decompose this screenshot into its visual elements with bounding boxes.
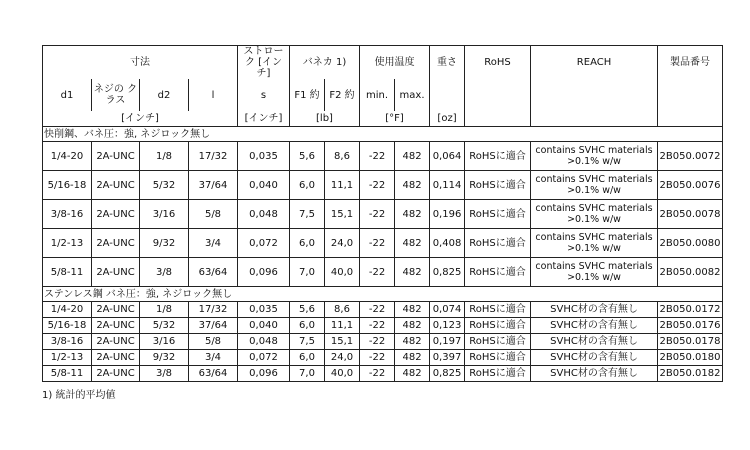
- table-row: [43, 350, 723, 366]
- table-cell: 11,1: [325, 318, 360, 334]
- table-cell: 0,064: [430, 142, 465, 171]
- table-cell: 2A-UNC: [92, 318, 140, 334]
- table-cell: 0,196: [430, 200, 465, 229]
- table-cell: 482: [395, 334, 430, 350]
- table-cell: 2A-UNC: [92, 142, 140, 171]
- table-cell: RoHSに適合: [465, 171, 531, 200]
- table-cell: -22: [360, 302, 395, 318]
- table-cell: 0,397: [430, 350, 465, 366]
- table-row: [43, 171, 723, 200]
- header-row-2: [43, 79, 723, 111]
- table-cell: 2B050.0080: [658, 229, 723, 258]
- unit-inch-stroke: [インチ]: [238, 111, 290, 127]
- min-header: min.: [360, 79, 395, 111]
- table-cell: 5/16-18: [43, 171, 92, 200]
- table-cell: 7,5: [290, 334, 325, 350]
- spec-table-container: [42, 45, 722, 401]
- table-cell: RoHSに適合: [465, 366, 531, 382]
- table-cell: SVHC材の含有無し: [531, 366, 658, 382]
- table-cell: 37/64: [189, 318, 238, 334]
- table-cell: 24,0: [325, 350, 360, 366]
- header-row-1: [43, 46, 723, 80]
- table-cell: SVHC材の含有無し: [531, 302, 658, 318]
- table-cell: 0,035: [238, 302, 290, 318]
- table-cell: 0,040: [238, 318, 290, 334]
- group-title: ステンレス鋼 バネ圧：強, ネジロック無し: [43, 287, 723, 302]
- table-cell: 3/4: [189, 229, 238, 258]
- table-cell: contains SVHC materials >0.1% w/w: [531, 200, 658, 229]
- table-cell: 9/32: [140, 229, 189, 258]
- table-cell: -22: [360, 200, 395, 229]
- table-cell: 40,0: [325, 366, 360, 382]
- table-cell: 0,074: [430, 302, 465, 318]
- table-cell: 2A-UNC: [92, 302, 140, 318]
- part-header-blank: [658, 79, 723, 111]
- table-cell: 2B050.0072: [658, 142, 723, 171]
- table-row: [43, 258, 723, 287]
- spring-force-header: バネカ 1): [290, 46, 360, 80]
- table-row: [43, 142, 723, 171]
- thread-class-header: ネジの クラス: [92, 79, 140, 111]
- table-cell: 11,1: [325, 171, 360, 200]
- f1-header: F1 約: [290, 79, 325, 111]
- table-cell: SVHC材の含有無し: [531, 334, 658, 350]
- table-cell: 3/16: [140, 200, 189, 229]
- table-cell: 2B050.0176: [658, 318, 723, 334]
- table-cell: RoHSに適合: [465, 318, 531, 334]
- table-cell: 5/16-18: [43, 318, 92, 334]
- table-cell: 40,0: [325, 258, 360, 287]
- table-cell: 17/32: [189, 142, 238, 171]
- table-row: [43, 302, 723, 318]
- table-cell: 1/8: [140, 302, 189, 318]
- table-cell: 0,072: [238, 229, 290, 258]
- table-cell: RoHSに適合: [465, 302, 531, 318]
- table-cell: 2A-UNC: [92, 366, 140, 382]
- table-cell: 482: [395, 366, 430, 382]
- table-cell: 15,1: [325, 334, 360, 350]
- table-cell: contains SVHC materials >0.1% w/w: [531, 258, 658, 287]
- table-cell: contains SVHC materials >0.1% w/w: [531, 171, 658, 200]
- table-cell: 5/8-11: [43, 258, 92, 287]
- table-cell: 0,197: [430, 334, 465, 350]
- table-cell: 6,0: [290, 229, 325, 258]
- table-cell: 5/32: [140, 171, 189, 200]
- table-cell: 5/8: [189, 334, 238, 350]
- table-cell: 482: [395, 229, 430, 258]
- table-cell: 0,408: [430, 229, 465, 258]
- table-cell: RoHSに適合: [465, 258, 531, 287]
- table-cell: -22: [360, 258, 395, 287]
- table-cell: -22: [360, 171, 395, 200]
- table-cell: SVHC材の含有無し: [531, 318, 658, 334]
- table-cell: 2B050.0078: [658, 200, 723, 229]
- table-cell: 2A-UNC: [92, 350, 140, 366]
- unit-fahrenheit: [°F]: [360, 111, 430, 127]
- table-cell: 5/8: [189, 200, 238, 229]
- table-cell: 1/2-13: [43, 350, 92, 366]
- weight-header: 重さ: [430, 46, 465, 80]
- part-number-header: 製品番号: [658, 46, 723, 80]
- table-cell: -22: [360, 334, 395, 350]
- table-cell: 0,123: [430, 318, 465, 334]
- table-cell: -22: [360, 366, 395, 382]
- unit-blank-reach: [531, 111, 658, 127]
- table-cell: 2A-UNC: [92, 229, 140, 258]
- table-row: [43, 334, 723, 350]
- table-cell: 0,096: [238, 258, 290, 287]
- table-cell: 482: [395, 318, 430, 334]
- table-cell: 2A-UNC: [92, 171, 140, 200]
- table-cell: RoHSに適合: [465, 142, 531, 171]
- table-cell: RoHSに適合: [465, 350, 531, 366]
- table-cell: 0,825: [430, 258, 465, 287]
- table-cell: 7,0: [290, 258, 325, 287]
- group-title-row: [43, 127, 723, 142]
- table-cell: 1/4-20: [43, 302, 92, 318]
- table-cell: -22: [360, 142, 395, 171]
- table-cell: 0,048: [238, 200, 290, 229]
- table-cell: 2B050.0178: [658, 334, 723, 350]
- l-header: l: [189, 79, 238, 111]
- table-cell: 8,6: [325, 142, 360, 171]
- table-cell: 2A-UNC: [92, 258, 140, 287]
- table-row: [43, 366, 723, 382]
- reach-header: REACH: [531, 46, 658, 80]
- table-cell: 3/8: [140, 366, 189, 382]
- table-cell: 37/64: [189, 171, 238, 200]
- unit-blank-rohs: [465, 111, 531, 127]
- table-cell: 0,035: [238, 142, 290, 171]
- table-row: [43, 200, 723, 229]
- table-cell: 1/2-13: [43, 229, 92, 258]
- table-cell: 2B050.0180: [658, 350, 723, 366]
- header-row-units: [43, 111, 723, 127]
- table-cell: -22: [360, 350, 395, 366]
- table-body: [43, 46, 723, 382]
- table-cell: 3/16: [140, 334, 189, 350]
- table-cell: 7,5: [290, 200, 325, 229]
- table-cell: 2B050.0182: [658, 366, 723, 382]
- unit-inch: [インチ]: [43, 111, 238, 127]
- unit-oz: [oz]: [430, 111, 465, 127]
- table-cell: 6,0: [290, 350, 325, 366]
- dimensions-header: 寸法: [43, 46, 238, 80]
- table-cell: RoHSに適合: [465, 229, 531, 258]
- table-cell: 24,0: [325, 229, 360, 258]
- table-cell: 482: [395, 171, 430, 200]
- table-cell: 0,096: [238, 366, 290, 382]
- table-cell: -22: [360, 229, 395, 258]
- table-cell: 482: [395, 258, 430, 287]
- table-cell: 3/8-16: [43, 334, 92, 350]
- table-cell: 6,0: [290, 318, 325, 334]
- table-cell: RoHSに適合: [465, 200, 531, 229]
- table-row: [43, 318, 723, 334]
- table-cell: 5,6: [290, 142, 325, 171]
- table-cell: 8,6: [325, 302, 360, 318]
- table-cell: 7,0: [290, 366, 325, 382]
- table-cell: RoHSに適合: [465, 334, 531, 350]
- table-cell: 0,048: [238, 334, 290, 350]
- spec-table: [42, 45, 723, 382]
- table-cell: 6,0: [290, 171, 325, 200]
- max-header: max.: [395, 79, 430, 111]
- table-cell: 2A-UNC: [92, 334, 140, 350]
- stroke-header: ストローク [インチ]: [238, 46, 290, 80]
- table-cell: contains SVHC materials >0.1% w/w: [531, 229, 658, 258]
- table-cell: 3/8: [140, 258, 189, 287]
- table-cell: 1/8: [140, 142, 189, 171]
- reach-header-blank: [531, 79, 658, 111]
- table-cell: 0,072: [238, 350, 290, 366]
- table-cell: 17/32: [189, 302, 238, 318]
- table-cell: 0,825: [430, 366, 465, 382]
- unit-lb: [lb]: [290, 111, 360, 127]
- unit-blank-part: [658, 111, 723, 127]
- table-cell: contains SVHC materials >0.1% w/w: [531, 142, 658, 171]
- rohs-header-blank: [465, 79, 531, 111]
- weight-header-blank: [430, 79, 465, 111]
- table-cell: 63/64: [189, 258, 238, 287]
- table-cell: 0,040: [238, 171, 290, 200]
- table-cell: SVHC材の含有無し: [531, 350, 658, 366]
- table-cell: 15,1: [325, 200, 360, 229]
- table-cell: 482: [395, 350, 430, 366]
- d1-header: d1: [43, 79, 92, 111]
- table-cell: 0,114: [430, 171, 465, 200]
- table-cell: -22: [360, 318, 395, 334]
- table-cell: 1/4-20: [43, 142, 92, 171]
- table-cell: 5/32: [140, 318, 189, 334]
- d2-header: d2: [140, 79, 189, 111]
- temperature-header: 使用温度: [360, 46, 430, 80]
- table-cell: 5,6: [290, 302, 325, 318]
- table-cell: 482: [395, 142, 430, 171]
- table-cell: 3/8-16: [43, 200, 92, 229]
- group-title: 快削鋼、バネ圧：強, ネジロック無し: [43, 127, 723, 142]
- rohs-header: RoHS: [465, 46, 531, 80]
- table-cell: 2B050.0082: [658, 258, 723, 287]
- table-cell: 482: [395, 302, 430, 318]
- table-cell: 2B050.0172: [658, 302, 723, 318]
- table-cell: 5/8-11: [43, 366, 92, 382]
- table-cell: 482: [395, 200, 430, 229]
- group-title-row: [43, 287, 723, 302]
- table-row: [43, 229, 723, 258]
- table-cell: 9/32: [140, 350, 189, 366]
- footnote: 1) 統計的平均値: [42, 390, 116, 401]
- f2-header: F2 約: [325, 79, 360, 111]
- s-header: s: [238, 79, 290, 111]
- table-cell: 63/64: [189, 366, 238, 382]
- table-cell: 2A-UNC: [92, 200, 140, 229]
- table-cell: 3/4: [189, 350, 238, 366]
- table-cell: 2B050.0076: [658, 171, 723, 200]
